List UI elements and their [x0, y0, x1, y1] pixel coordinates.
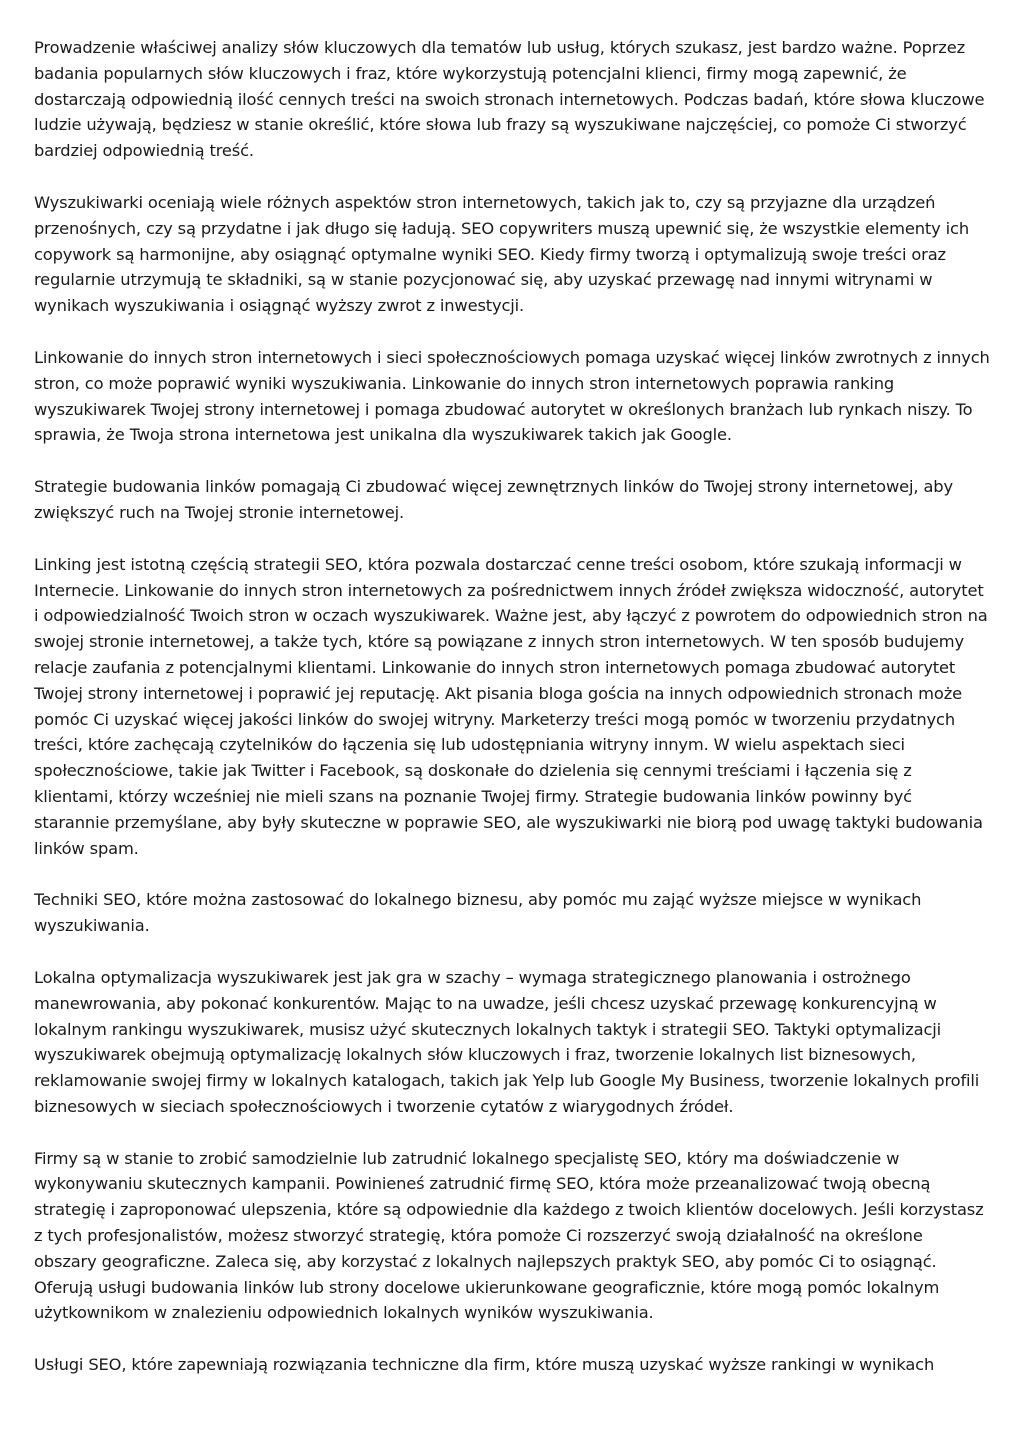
paragraph-local-seo-intro: Techniki SEO, które można zastosować do lokalnego biznesu, aby pomóc mu zająć wyższe miejsce w wynikach wyszukiwania. — [34, 890, 922, 936]
paragraph-search-engines: Wyszukiwarki oceniają wiele różnych aspektów stron internetowych, takich jak to, czy są przyjazne dla urządzeń przenośnych, czy są przydatne i jak długo się ładują. SEO copywriters muszą upewnić się, że wszystkie elementy ich copywork są harmonijne, aby osiągnąć optymalne wyniki SEO. Kiedy firmy tworzą i optymalizują swoje treści oraz regularnie utrzymują te składniki, są w stanie pozycjonować się, aby uzyskać przewagę nad innymi witrynami w wynikach wyszukiwania i osiągnąć wyższy zwrot z inwestycji. — [34, 192, 969, 316]
paragraph-keyword-analysis: Prowadzenie właściwej analizy słów kluczowych dla tematów lub usług, których szukasz, jest bardzo ważne. Poprzez badania popularnych słów kluczowych i fraz, które wykorzystują potencjalni klienci, firmy mogą zapewnić, że dostarczają odpowiednią ilość cennych treści na swoich stronach internetowych. Podczas badań, które słowa kluczowe ludzie używają, będziesz w stanie określić, które słowa lub frazy są wyszukiwane najczęściej, co pomoże Ci stworzyć bardziej odpowiednią treść. — [34, 38, 985, 161]
paragraph-seo-specialist: Firmy są w stanie to zrobić samodzielnie lub zatrudnić lokalnego specjalistę SEO, który ma doświadczenie w wykonywaniu skutecznych kampanii. Powinieneś zatrudnić firmę SEO, która może przeanalizować twoją obecną strategię i zaproponować ulepszenia, które są odpowiednie dla każdego z twoich klientów docelowych. Jeśli korzystasz z tych profesjonalistów, możesz stworzyć strategię, która pomoże Ci rozszerzyć swoją działalność na określone obszary geograficzne. Zaleca się, aby korzystać z lokalnych najlepszych praktyk SEO, aby pomóc Ci to osiągnąć. Oferują usługi budowania linków lub strony docelowe ukierunkowane geograficznie, które mogą pomóc lokalnym użytkownikom w znalezieniu odpowiednich lokalnych wyników wyszukiwania. — [34, 1148, 984, 1323]
paragraph-linking-social: Linkowanie do innych stron internetowych i sieci społecznościowych pomaga uzyskać więcej linków zwrotnych z innych stron, co może poprawić wyniki wyszukiwania. Linkowanie do innych stron internetowych poprawia ranking wyszukiwarek Twojej strony internetowej i pomaga zbudować autorytet w określonych branżach lub rynkach niszy. To sprawia, że Twoja strona internetowa jest unikalna dla wyszukiwarek takich jak Google. — [34, 347, 990, 445]
paragraph-local-optimization: Lokalna optymalizacja wyszukiwarek jest jak gra w szachy – wymaga strategicznego planowania i ostrożnego manewrowania, aby pokonać konkurentów. Mając to na uwadze, jeśli chcesz uzyskać przewagę konkurencyjną w lokalnym rankingu wyszukiwarek, musisz użyć skutecznych lokalnych taktyk i strategii SEO. Taktyki optymalizacji wyszukiwarek obejmują optymalizację lokalnych słów kluczowych i fraz, tworzenie lokalnych list biznesowych, reklamowanie swojej firmy w lokalnych katalogach, takich jak Yelp lub Google My Business, tworzenie lokalnych profili biznesowych w sieciach społecznościowych i tworzenie cytatów z wiarygodnych źródeł. — [34, 967, 980, 1116]
paragraph-link-building: Strategie budowania linków pomagają Ci zbudować więcej zewnętrznych linków do Twojej strony internetowej, aby zwiększyć ruch na Twojej stronie internetowej. — [34, 477, 953, 522]
paragraph-seo-services: Usługi SEO, które zapewniają rozwiązania techniczne dla firm, które muszą uzyskać wyższe rankingi w wynikach — [34, 1355, 935, 1375]
paragraph-linking-strategy: Linking jest istotną częścią strategii SEO, która pozwala dostarczać cenne treści osobom, które szukają informacji w Internecie. Linkowanie do innych stron internetowych za pośrednictwem innych źródeł zwiększa widoczność, autorytet i odpowiedzialność Twoich stron w oczach wyszukiwarek. Ważne jest, aby łączyć z powrotem do odpowiednich stron na swojej stronie internetowej, a także tych, które są powiązane z innych stron internetowych. W ten sposób budujemy relacje zaufania z potencjalnymi klientami. Linkowanie do innych stron internetowych pomaga zbudować autorytet Twojej strony internetowej i poprawić jej reputację. Akt pisania bloga gościa na innych odpowiednich stronach może pomóc Ci uzyskać więcej jakości linków do swojej witryny. Marketerzy treści mogą pomóc w tworzeniu przydatnych treści, które zachęcają czytelników do łączenia się lub udostępniania witryny innym. W wielu aspektach sieci społecznościowe, takie jak Twitter i Facebook, są doskonałe do dzielenia się cennymi treściami i łączenia się z klientami, którzy wcześniej nie mieli szans na poznanie Twojej firmy. Strategie budowania linków powinny być starannie przemyślane, aby były skuteczne w poprawie SEO, ale wyszukiwarki nie biorą pod uwagę taktyki budowania linków spam. — [34, 554, 988, 858]
